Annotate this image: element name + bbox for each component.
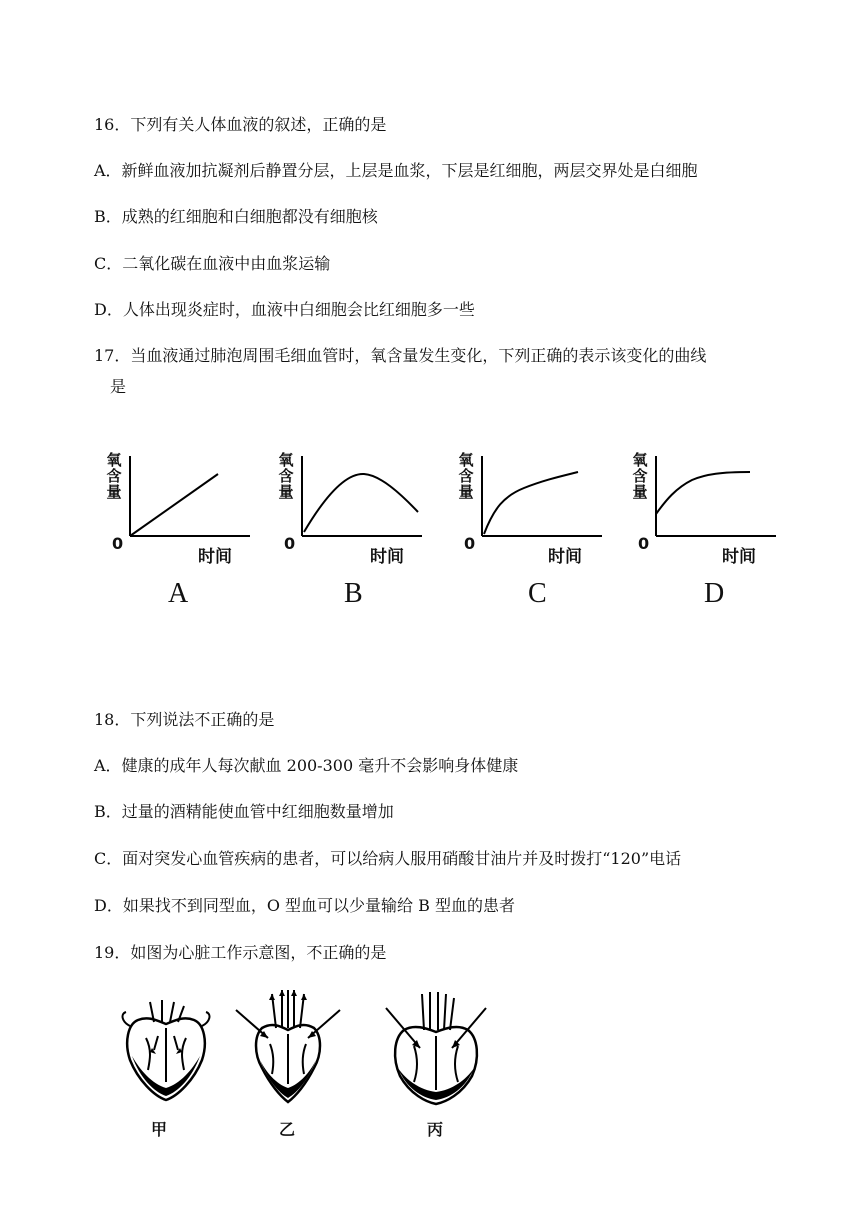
graph-d-letter: D [704, 578, 725, 609]
q18-option-c: C．面对突发心血管疾病的患者，可以给病人服用硝酸甘油片并及时拨打“120”电话 [94, 849, 682, 868]
graph-a-letter: A [168, 578, 189, 609]
heart-label-bing: 丙 [427, 1120, 444, 1139]
graph-d-curve [656, 472, 750, 514]
graph-c-axes [452, 448, 612, 548]
heart-diagram-bing [380, 990, 492, 1108]
q19-stem: 19．如图为心脏工作示意图，不正确的是 [94, 943, 387, 962]
q18-option-b: B．过量的酒精能使血管中红细胞数量增加 [94, 802, 394, 821]
heart-diagram-yi [232, 988, 344, 1108]
q16-option-b: B．成熟的红细胞和白细胞都没有细胞核 [94, 207, 378, 226]
q18-option-a: A．健康的成年人每次献血 200-300 毫升不会影响身体健康 [94, 756, 519, 775]
graph-c-ylabel: 氧 含 量 [458, 451, 474, 501]
graph-c [452, 448, 612, 608]
graph-d [626, 448, 786, 608]
graph-d-xlabel: 时间 [722, 547, 756, 567]
graph-a [100, 448, 260, 608]
graph-d-axes [626, 448, 786, 548]
q17-stem-line2: 是 [110, 377, 127, 396]
heart-diagram-jia [118, 998, 214, 1104]
graph-a-ylabel: 氧 含 量 [106, 451, 122, 501]
q16-option-a: A．新鲜血液加抗凝剂后静置分层，上层是血浆，下层是红细胞，两层交界处是白细胞 [94, 161, 698, 180]
q17-stem-line1: 17．当血液通过肺泡周围毛细血管时，氧含量发生变化，下列正确的表示该变化的曲线 [94, 346, 707, 365]
q16-option-c: C．二氧化碳在血液中由血浆运输 [94, 254, 331, 273]
graph-b-origin: 0 [284, 534, 296, 553]
q16-option-d: D．人体出现炎症时，血液中白细胞会比红细胞多一些 [94, 300, 475, 319]
graph-c-origin: 0 [464, 534, 476, 553]
q16-stem: 16．下列有关人体血液的叙述，正确的是 [94, 115, 387, 134]
graph-c-letter: C [528, 578, 547, 609]
graph-a-origin: 0 [112, 534, 124, 553]
graph-a-axes [100, 448, 260, 548]
graph-c-curve [484, 472, 578, 534]
graph-d-origin: 0 [638, 534, 650, 553]
graph-b [272, 448, 432, 608]
q18-option-d: D．如果找不到同型血，O 型血可以少量输给 B 型血的患者 [94, 896, 515, 915]
graph-d-ylabel: 氧 含 量 [632, 451, 648, 501]
graph-b-curve [304, 474, 418, 532]
graph-b-axes [272, 448, 432, 548]
q18-stem: 18．下列说法不正确的是 [94, 710, 275, 729]
graph-b-ylabel: 氧 含 量 [278, 451, 294, 501]
graph-b-letter: B [344, 578, 363, 609]
heart-label-yi: 乙 [279, 1120, 296, 1139]
graph-c-xlabel: 时间 [548, 547, 582, 567]
graph-a-xlabel: 时间 [198, 547, 232, 567]
heart-label-jia: 甲 [151, 1120, 168, 1139]
graph-b-xlabel: 时间 [370, 547, 404, 567]
graph-a-curve [130, 474, 218, 536]
